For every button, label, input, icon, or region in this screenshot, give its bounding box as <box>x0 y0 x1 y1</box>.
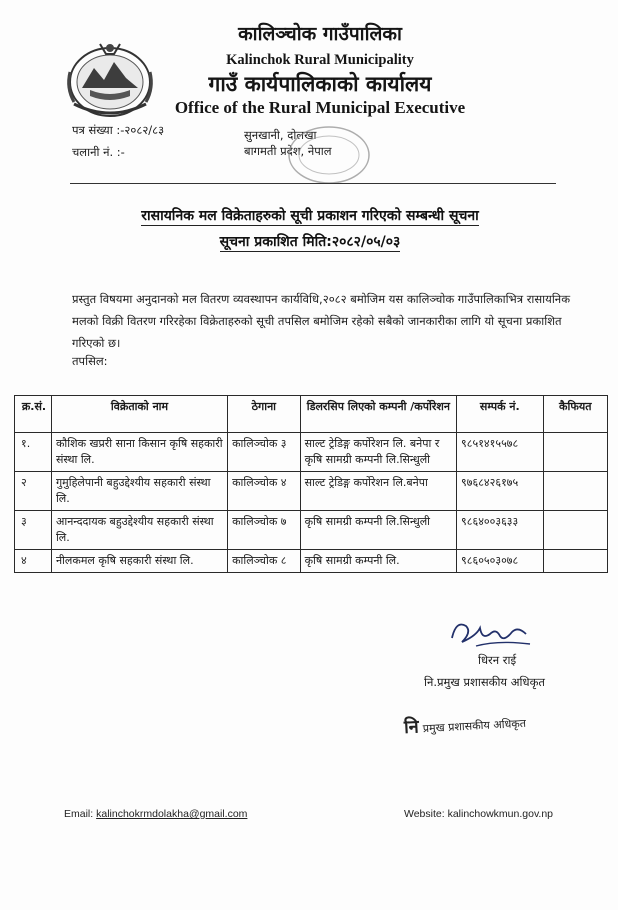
reference-value: २०८२/८३ <box>124 123 165 137</box>
table-header-row <box>15 396 608 433</box>
office-name-nepali: गाउँ कार्यपालिकाको कार्यालय <box>208 71 432 96</box>
stamp-prefix: नि <box>403 716 420 739</box>
footer-email <box>64 808 247 820</box>
cell-address: कालिञ्चोक ७ <box>228 511 301 550</box>
col-address: ठेगाना <box>228 396 301 433</box>
cell-phone: ९८६४००३६३३ <box>457 511 543 550</box>
cell-address: कालिञ्चोक ८ <box>228 550 301 573</box>
signature-icon <box>446 614 536 654</box>
notice-body: प्रस्तुत विषयमा अनुदानको मल वितरण व्यवस्थापन कार्यविधि,२०८२ बमोजिम यस कालिञ्चोक गाउँपालिकाभित्र रासायनिक मलको विक्री वितरण गरिरहेका विक्रेताहरुको सूची तपसिल बमोजिम रहेको सबैको जानकारीका लागि यो सूचना प्रकाशित गरिएको छ। <box>72 292 571 350</box>
address-line-1: सुनखानी, दोलखा <box>244 128 317 142</box>
col-company: डिलरसिप लिएको कम्पनी /कर्पोरेशन <box>300 396 456 433</box>
municipality-name-english: Kalinchok Rural Municipality <box>226 52 414 68</box>
col-vendor-name: विक्रेताको नाम <box>51 396 227 433</box>
cell-remarks <box>543 433 607 472</box>
cell-serial: ३ <box>15 511 52 550</box>
cell-company: साल्ट ट्रेडिङ्ग कर्पोरेशन लि. बनेपा र कृषि सामग्री कम्पनी लि.सिन्धुली <box>300 433 456 472</box>
stamp-text: प्रमुख प्रशासकीय अधिकृत <box>422 716 527 736</box>
cell-company: साल्ट ट्रेडिङ्ग कर्पोरेशन लि.बनेपा <box>300 472 456 511</box>
cell-remarks <box>543 550 607 573</box>
dispatch-number: चलानी नं. :- <box>72 145 125 159</box>
cell-remarks <box>543 511 607 550</box>
reference-label: पत्र संख्या :- <box>72 123 125 137</box>
signatory-name: धिरन राई <box>478 653 517 667</box>
reference-number <box>72 123 164 138</box>
footer-website[interactable]: Website: kalinchowkmun.gov.np <box>404 808 554 820</box>
cell-phone: ९८५१४१५५७८ <box>457 433 543 472</box>
col-phone: सम्पर्क नं. <box>457 396 543 433</box>
cell-serial: ४ <box>15 550 52 573</box>
municipality-name-nepali: कालिञ्चोक गाउँपालिका <box>238 23 402 45</box>
notice-date: सूचना प्रकाशित मिति:२०८२/०५/०३ <box>219 234 401 250</box>
email-link[interactable]: kalinchokrmdolakha@gmail.com <box>96 808 248 820</box>
cell-phone: ९७६८४२६१७५ <box>457 472 543 511</box>
cell-serial: १. <box>15 433 52 472</box>
table-row <box>15 550 608 573</box>
cell-vendor-name: नीलकमल कृषि सहकारी संस्था लि. <box>51 550 227 573</box>
cell-address: कालिञ्चोक ३ <box>228 433 301 472</box>
cell-address: कालिञ्चोक ४ <box>228 472 301 511</box>
details-label: तपसिल: <box>72 354 108 368</box>
signatory-title: नि.प्रमुख प्रशासकीय अधिकृत <box>424 675 545 689</box>
table-row <box>15 511 608 550</box>
table-row <box>15 472 608 511</box>
cell-vendor-name: गुमुहिलेपानी बहुउद्देश्यीय सहकारी संस्था लि. <box>51 472 227 511</box>
vendor-table <box>14 395 608 573</box>
office-name-english: Office of the Rural Municipal Executive <box>174 98 466 117</box>
address-line-2: बागमती प्रदेश, नेपाल <box>244 144 332 158</box>
email-label: Email: <box>64 808 94 820</box>
cell-phone: ९८६०५०३०७८ <box>457 550 543 573</box>
cell-vendor-name: कौशिक खप्ररी साना किसान कृषि सहकारी संस्था लि. <box>51 433 227 472</box>
cell-company: कृषि सामग्री कम्पनी लि. <box>300 550 456 573</box>
col-serial: क्र.सं. <box>15 396 52 433</box>
cell-company: कृषि सामग्री कम्पनी लि.सिन्धुली <box>300 511 456 550</box>
cell-remarks <box>543 472 607 511</box>
table-row <box>15 433 608 472</box>
col-remarks: कैफियत <box>543 396 607 433</box>
office-stamp-icon <box>286 124 372 186</box>
designation-stamp <box>403 709 526 739</box>
header-divider <box>70 183 556 184</box>
cell-vendor-name: आनन्ददायक बहुउद्देश्यीय सहकारी संस्था लि. <box>51 511 227 550</box>
notice-title: रासायनिक मल विक्रेताहरुको सूची प्रकाशन गरिएको सम्बन्धी सूचना <box>141 208 479 224</box>
cell-serial: २ <box>15 472 52 511</box>
